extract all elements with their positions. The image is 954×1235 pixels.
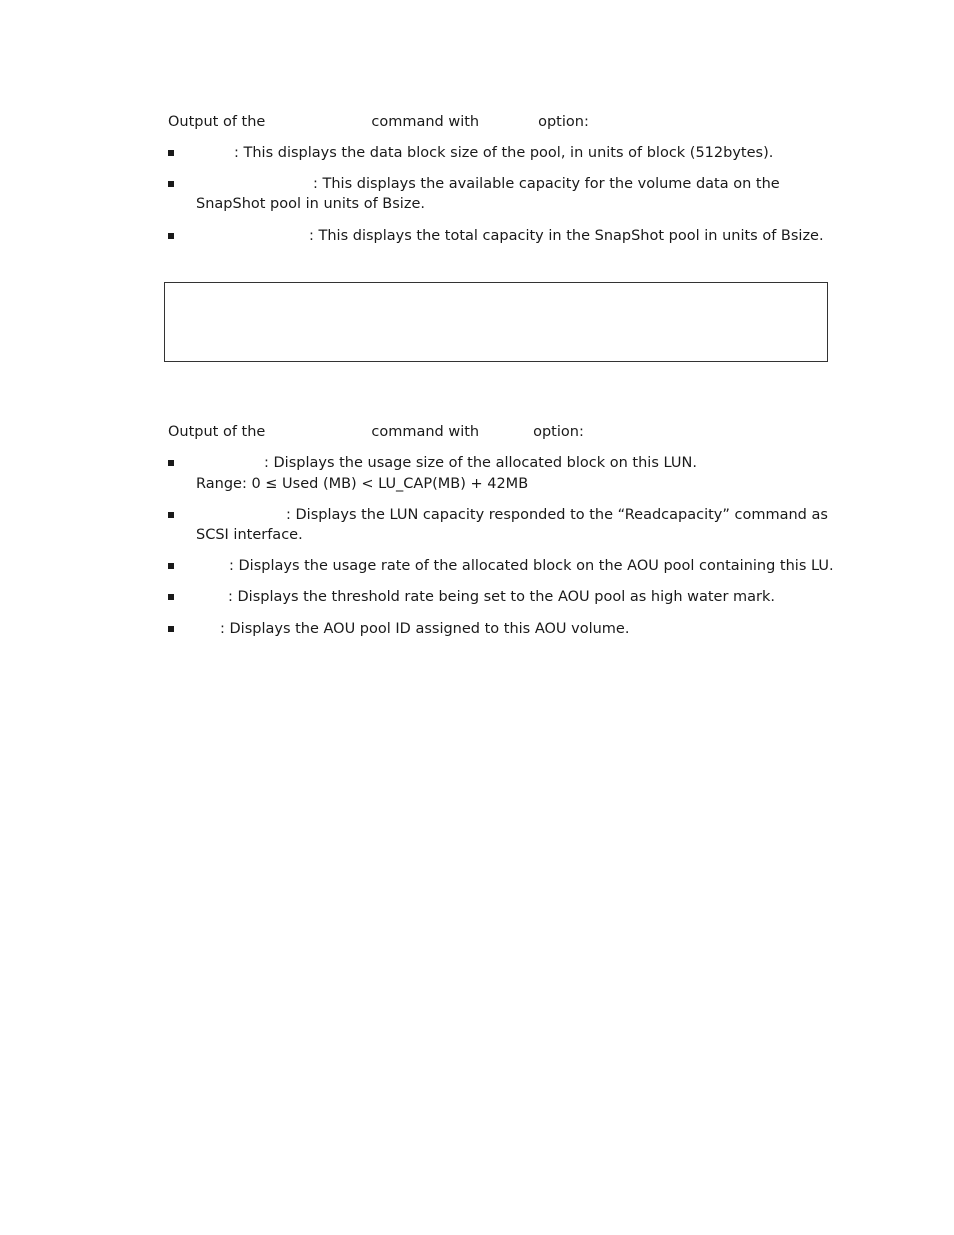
bullet-text-continued: SnapShot pool in units of Bsize. — [196, 196, 425, 212]
intro-prefix: Output of the — [168, 114, 266, 130]
bullet-text: : Displays the usage rate of the allocated block on the AOU pool containing this LU. — [229, 558, 834, 574]
note-box — [164, 282, 828, 362]
bullet-text: : This displays the total capacity in the SnapShot pool in units of Bsize. — [309, 228, 824, 244]
intro-suffix: option: — [533, 424, 584, 440]
bullet-square-icon — [168, 594, 174, 600]
bullet-square-icon — [168, 181, 174, 187]
bullet-text: : This displays the available capacity for the volume data on the — [313, 176, 780, 192]
bullet-text-continued: Range: 0 ≤ Used (MB) < LU_CAP(MB) + 42MB — [196, 476, 529, 492]
section2-intro — [168, 422, 584, 442]
intro-prefix: Output of the — [168, 424, 266, 440]
intro-middle: command with — [371, 424, 480, 440]
bullet-text-continued: SCSI interface. — [196, 527, 303, 543]
bullet-square-icon — [168, 233, 174, 239]
bullet-text: : Displays the usage size of the allocated block on this LUN. — [264, 455, 697, 471]
bullet-text: : Displays the threshold rate being set to the AOU pool as high water mark. — [228, 589, 776, 605]
bullet-text: : Displays the AOU pool ID assigned to this AOU volume. — [220, 621, 630, 637]
bullet-text: : This displays the data block size of the pool, in units of block (512bytes). — [234, 145, 774, 161]
bullet-square-icon — [168, 150, 174, 156]
bullet-square-icon — [168, 512, 174, 518]
bullet-square-icon — [168, 460, 174, 466]
intro-suffix: option: — [538, 114, 589, 130]
section1-intro — [168, 112, 589, 132]
intro-middle: command with — [371, 114, 480, 130]
bullet-square-icon — [168, 626, 174, 632]
bullet-square-icon — [168, 563, 174, 569]
bullet-text: : Displays the LUN capacity responded to the “Readcapacity” command as — [286, 507, 828, 523]
